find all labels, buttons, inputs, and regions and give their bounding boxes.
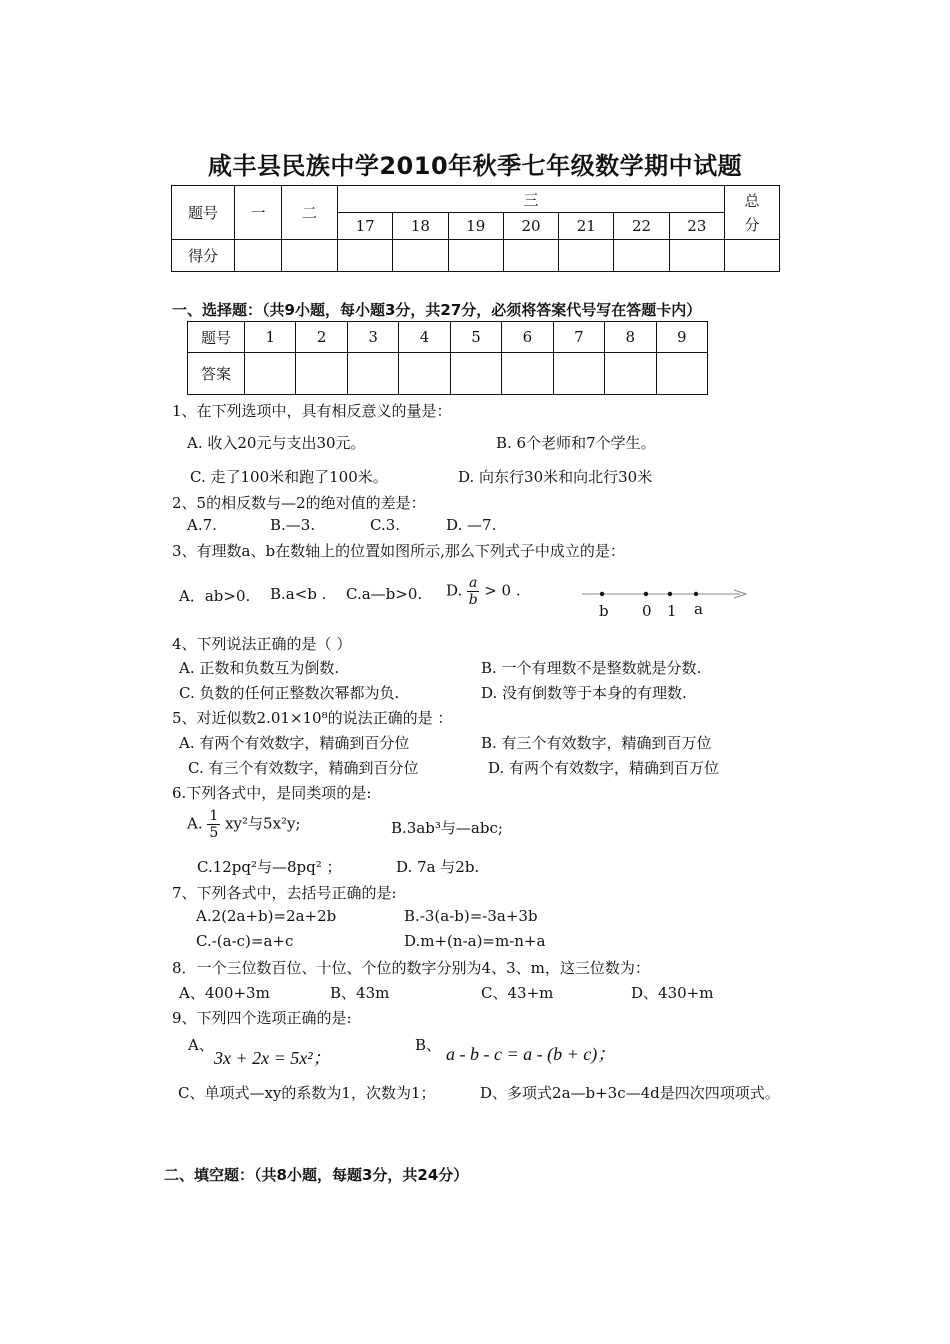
q6-stem: 6.下列各式中，是同类项的是: xyxy=(172,784,372,802)
answer-num-9: 9 xyxy=(656,322,708,353)
q9-option-d: D、多项式2a—b+3c—4d是四次四项项式。 xyxy=(480,1084,780,1102)
score-total-line2: 分 xyxy=(744,215,760,234)
axis-label-a: a xyxy=(694,600,703,618)
score-col-total xyxy=(725,186,780,240)
score-cell xyxy=(338,240,393,272)
q2-option-d: D. —7. xyxy=(446,516,497,534)
score-col-two: 二 xyxy=(282,186,338,240)
q8-option-b: B、43m xyxy=(330,984,390,1002)
q1-option-c: C. 走了100米和跑了100米。 xyxy=(190,468,388,486)
q9-option-a-label: A、 xyxy=(188,1036,214,1054)
q5-option-a: A. 有两个有效数字，精确到百分位 xyxy=(179,734,410,752)
q1-option-b: B. 6个老师和7个学生。 xyxy=(496,434,656,452)
answer-cell xyxy=(296,353,347,395)
q9-option-c: C、单项式—xy的系数为1，次数为1； xyxy=(178,1084,436,1102)
score-cell xyxy=(503,240,558,272)
page-title: 咸丰县民族中学2010年秋季七年级数学期中试题 xyxy=(207,152,743,180)
q6-a-fraction xyxy=(207,808,220,841)
answer-cell xyxy=(656,353,708,395)
q5-stem: 5、对近似数2.01×10⁸的说法正确的是 ： xyxy=(172,709,453,727)
point-1 xyxy=(668,592,672,596)
score-label-defen: 得分 xyxy=(172,240,235,272)
q4-option-c: C. 负数的任何正整数次幂都为负. xyxy=(179,684,400,702)
answer-cell xyxy=(245,353,296,395)
section2-heading: 二、填空题：（共8小题，每题3分，共24分） xyxy=(164,1166,469,1184)
answer-cell xyxy=(450,353,501,395)
q2-option-b: B.—3. xyxy=(270,516,316,534)
q2-option-a: A.7. xyxy=(187,516,217,534)
axis-label-0: 0 xyxy=(642,602,652,620)
answer-cell xyxy=(399,353,450,395)
score-col-three: 三 xyxy=(338,186,725,213)
q3-d-numerator: a xyxy=(469,575,478,591)
score-cell xyxy=(614,240,669,272)
q2-stem: 2、5的相反数与—2的绝对值的差是： xyxy=(172,494,426,512)
q9-option-b-expr: a - b - c = a - (b + c)； xyxy=(446,1044,616,1064)
q7-stem: 7、下列各式中，去括号正确的是: xyxy=(172,884,397,902)
answer-table xyxy=(187,321,708,395)
answer-label-tihao: 题号 xyxy=(188,322,245,353)
q4-option-a: A. 正数和负数互为倒数. xyxy=(179,659,340,677)
q7-option-b: B.-3(a-b)=-3a+3b xyxy=(404,907,538,925)
answer-cell xyxy=(605,353,656,395)
q1-option-d: D. 向东行30米和向北行30米 xyxy=(458,468,653,486)
q4-option-b: B. 一个有理数不是整数就是分数. xyxy=(481,659,702,677)
answer-num-7: 7 xyxy=(553,322,604,353)
q5-option-d: D. 有两个有效数字，精确到百万位 xyxy=(488,759,720,777)
q6-a-suffix: xy²与5x²y; xyxy=(225,814,301,833)
score-cell xyxy=(282,240,338,272)
point-a xyxy=(694,592,698,596)
answer-cell xyxy=(502,353,553,395)
q6-a-prefix: A. xyxy=(187,814,203,833)
section1-heading: 一、选择题：（共9小题，每小题3分，共27分，必须将答案代号写在答题卡内） xyxy=(172,301,702,319)
answer-num-3: 3 xyxy=(347,322,398,353)
q3-d-suffix: > 0 . xyxy=(484,581,521,600)
q2-option-c: C.3. xyxy=(370,516,401,534)
answer-cell xyxy=(347,353,398,395)
q6-option-c: C.12pq²与—8pq² ； xyxy=(197,858,342,876)
answer-num-5: 5 xyxy=(450,322,501,353)
q1-stem: 1、在下列选项中，具有相反意义的量是： xyxy=(172,402,452,420)
q6-option-b: B.3ab³与—abc; xyxy=(391,819,503,837)
q6-option-d: D. 7a 与2b. xyxy=(396,858,480,876)
score-sub-19: 19 xyxy=(448,213,503,240)
score-sub-22: 22 xyxy=(614,213,669,240)
point-0 xyxy=(644,592,648,596)
score-cell xyxy=(669,240,724,272)
answer-label-daan: 答案 xyxy=(188,353,245,395)
q9-stem: 9、下列四个选项正确的是: xyxy=(172,1009,352,1027)
q8-option-c: C、43+m xyxy=(481,984,554,1002)
score-cell xyxy=(393,240,448,272)
score-sub-17: 17 xyxy=(338,213,393,240)
q1-option-a: A. 收入20元与支出30元。 xyxy=(187,434,366,452)
q3-option-b: B.a<b . xyxy=(270,585,327,603)
axis-label-b: b xyxy=(599,602,609,620)
q8-option-d: D、430+m xyxy=(631,984,714,1002)
answer-num-6: 6 xyxy=(502,322,553,353)
q3-d-denominator: b xyxy=(468,592,478,608)
answer-num-2: 2 xyxy=(296,322,347,353)
q4-stem: 4、下列说法正确的是（ ） xyxy=(172,635,352,653)
q6-a-numerator: 1 xyxy=(209,808,219,824)
score-sub-23: 23 xyxy=(669,213,724,240)
answer-num-1: 1 xyxy=(245,322,296,353)
q9-option-b-label: B、 xyxy=(415,1036,442,1054)
score-total-line1: 总 xyxy=(744,191,760,210)
q6-a-denominator: 5 xyxy=(209,825,219,841)
point-b xyxy=(600,592,604,596)
q8-option-a: A、400+3m xyxy=(179,984,270,1002)
score-cell xyxy=(559,240,614,272)
q6-option-a xyxy=(187,808,301,841)
q7-option-c: C.-(a-c)=a+c xyxy=(196,932,294,950)
q3-option-d xyxy=(446,575,521,608)
q3-stem: 3、有理数a、b在数轴上的位置如图所示,那么下列式子中成立的是： xyxy=(172,542,625,560)
q4-option-d: D. 没有倒数等于本身的有理数. xyxy=(481,684,687,702)
axis-label-1: 1 xyxy=(667,602,677,620)
score-sub-20: 20 xyxy=(503,213,558,240)
score-cell xyxy=(448,240,503,272)
q9-option-a-expr: 3x + 2x = 5x²； xyxy=(214,1048,331,1068)
score-label-tihao: 题号 xyxy=(172,186,235,240)
q3-option-a: A．ab>0. xyxy=(179,587,251,605)
score-sub-18: 18 xyxy=(393,213,448,240)
q3-d-fraction xyxy=(467,575,479,608)
answer-cell xyxy=(553,353,604,395)
score-cell xyxy=(725,240,780,272)
score-cell xyxy=(235,240,282,272)
q5-option-b: B. 有三个有效数字，精确到百万位 xyxy=(481,734,712,752)
q8-stem: 8．一个三位数百位、十位、个位的数字分别为4、3、m，这三位数为： xyxy=(172,959,650,977)
q3-option-c: C.a—b>0. xyxy=(346,585,423,603)
answer-num-4: 4 xyxy=(399,322,450,353)
answer-num-8: 8 xyxy=(605,322,656,353)
q5-option-c: C. 有三个有效数字，精确到百分位 xyxy=(188,759,419,777)
score-col-one: 一 xyxy=(235,186,282,240)
q7-option-d: D.m+(n-a)=m-n+a xyxy=(404,932,546,950)
q7-option-a: A.2(2a+b)=2a+2b xyxy=(196,907,337,925)
score-sub-21: 21 xyxy=(559,213,614,240)
score-table xyxy=(171,185,780,272)
q3-d-prefix: D. xyxy=(446,581,463,600)
